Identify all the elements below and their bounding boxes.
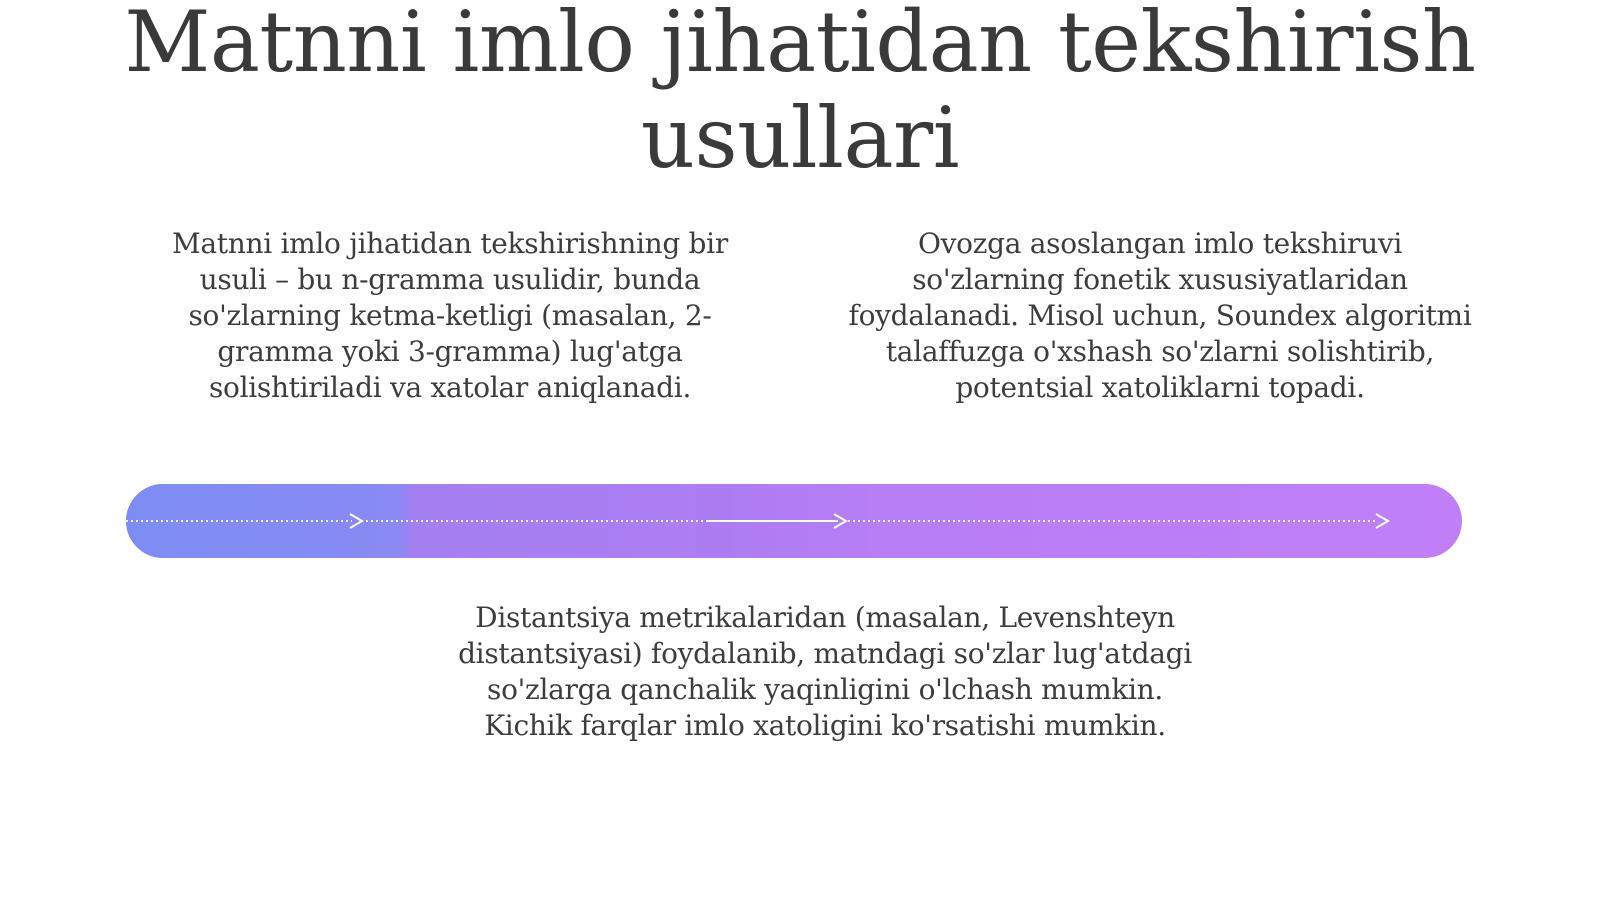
timeline-arrows	[126, 484, 1462, 558]
slide-title: Matnni imlo jihatidan tekshirish usullari	[124, 0, 1476, 187]
arrow-right-icon	[1376, 514, 1388, 528]
phonetic-method-text: Ovozga asoslangan imlo tekshiruvi so'zlarning fonetik xususiyatlaridan foydalanadi. Misol uchun, Soundex algoritmi talaffuzga o'xshash so'zlarni solishtirib, potentsial xatoliklarni topadi.	[848, 227, 1472, 404]
distance-method-text: Distantsiya metrikalaridan (masalan, Levenshteyn distantsiyasi) foydalanib, matndagi so'zlar lug'atdagi so'zlarga qanchalik yaqinligini o'lchash mumkin. Kichik farqlar imlo xatoligini ko'rsatishi mumkin.	[458, 601, 1192, 742]
ngram-method-text: Matnni imlo jihatidan tekshirishning bir usuli – bu n-gramma usulidir, bunda so'zlarning ketma-ketligi (masalan, 2-gramma yoki 3-gramma) lug'atga solishtiriladi va xatolar aniqlanadi.	[172, 227, 728, 404]
timeline-bar	[126, 484, 1462, 558]
